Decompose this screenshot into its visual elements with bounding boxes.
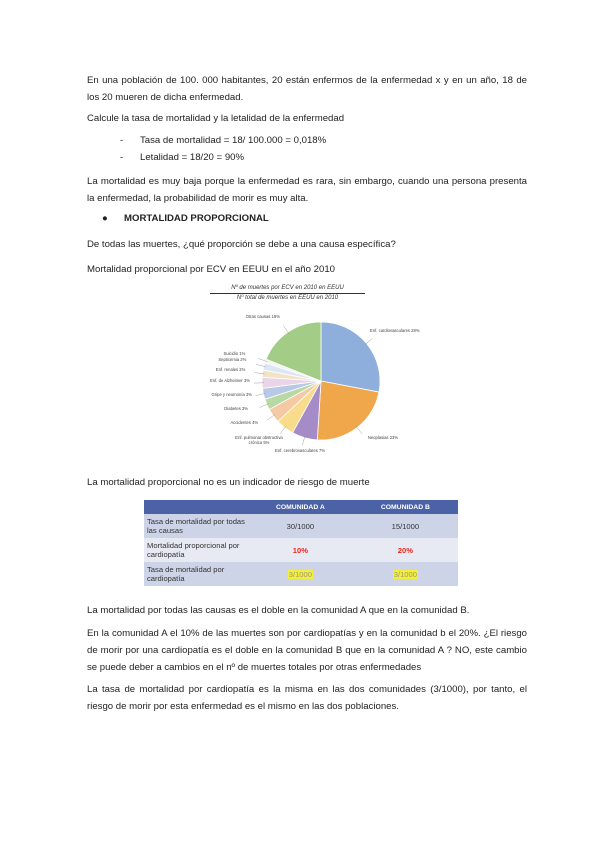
pie-slice-label: Accidentes 4%: [230, 420, 259, 426]
value-a: 30/1000: [248, 514, 353, 538]
pie-slice-label: Enf. renales 2%: [215, 366, 246, 372]
value-a: [248, 538, 353, 562]
row-label: Tasa de mortalidad por todas las causas: [144, 514, 248, 538]
calc-paragraph: Calcule la tasa de mortalidad y la letalidad de la enfermedad: [87, 113, 345, 124]
chart-title-numerator: Nº de muertes por ECV en 2010 en EEUU: [210, 284, 365, 294]
value-b: [353, 538, 458, 562]
bullet-icon: ●: [102, 213, 108, 224]
row-label: Tasa de mortalidad por cardiopatía: [144, 562, 248, 586]
table-row: [144, 514, 458, 538]
formula-dash: -: [120, 152, 124, 163]
section-title: MORTALIDAD PROPORCIONAL: [124, 213, 269, 224]
table-row: [144, 562, 458, 586]
table-header-a: COMUNIDAD A: [248, 500, 353, 514]
pie-slice-label: Neoplasias 23%: [367, 435, 399, 441]
formula-text: Tasa de mortalidad = 18/ 100.000 = 0,018%: [140, 135, 327, 146]
row-label: Mortalidad proporcional por cardiopatía: [144, 538, 248, 562]
pie-slice-label: Otras causas 19%: [245, 313, 280, 319]
formula-dash: -: [120, 135, 124, 146]
formula-text: Letalidad = 18/20 = 90%: [140, 152, 245, 163]
comparison-table: [144, 500, 458, 586]
pie-slice-label: Enf. pulmonar obstructiva crónica 5%: [235, 435, 283, 446]
pie-slice-label: Septicemia 2%: [218, 357, 247, 363]
not-indicator-paragraph: La mortalidad proporcional no es un indicador de riesgo de muerte: [87, 477, 370, 488]
value-b-highlight: 3/1000: [393, 569, 417, 579]
pie-leader-line: [283, 326, 289, 334]
value-b: [353, 562, 458, 586]
value-a-highlight: 10%: [292, 545, 308, 555]
chart-title-denominator: Nº total de muertes en EEUU en 2010: [236, 295, 339, 301]
pie-slice-label: Enf. cerebrovasculares 7%: [275, 448, 326, 454]
double-paragraph: La mortalidad por todas las causas es el doble en la comunidad A que en la comunidad B.: [87, 605, 470, 616]
table-header-b: COMUNIDAD B: [353, 500, 458, 514]
pie-chart: [0, 300, 600, 460]
pie-leader-line: [280, 426, 286, 434]
table-row: [144, 538, 458, 562]
pie-slice-label: Enf. de Alzheimer 3%: [210, 378, 251, 384]
table-header-empty: [144, 500, 248, 514]
table-header-row: [144, 500, 458, 514]
value-a: [248, 562, 353, 586]
rare-paragraph: La mortalidad es muy baja porque la enfermedad es rara, sin embargo, cuando una persona presenta la enfermedad, la probabilidad de morir es muy alta.: [87, 176, 527, 204]
cardio-paragraph: En la comunidad A el 10% de las muertes son por cardiopatías y en la comunidad b el 20%. ¿El riesgo de morir por una cardiopatía es el doble en la comunidad B que en la comunidad A ? NO, este cambio se puede deber a cambios en el nº de muertes totales por otras enfermedades: [87, 628, 527, 673]
pie-slice-label: Enf. cardiovasculares 28%: [369, 328, 420, 334]
chart-caption: Mortalidad proporcional por ECV en EEUU en el año 2010: [87, 264, 335, 275]
pie-leader-line: [365, 338, 373, 344]
value-a-highlight: 3/1000: [288, 569, 312, 579]
value-b: 15/1000: [353, 514, 458, 538]
pie-slice-label: Gripe y neumonía 3%: [211, 392, 253, 398]
question-paragraph: De todas las muertes, ¿qué proporción se debe a una causa específica?: [87, 239, 396, 250]
pie-slice-label: Diabetes 3%: [224, 405, 249, 411]
pie-slice-label: Suicidio 1%: [223, 350, 246, 356]
intro-paragraph: En una población de 100. 000 habitantes, 20 están enfermos de la enfermedad x y en un año, 18 de los 20 mueren de dicha enfermedad.: [87, 75, 527, 103]
value-b-highlight: 20%: [397, 545, 413, 555]
pie-leader-line: [356, 426, 362, 434]
same-paragraph: La tasa de mortalidad por cardiopatía es la misma en las dos comunidades (3/1000), por tanto, el riesgo de morir por esta enfermedad es el mismo en las dos poblaciones.: [87, 684, 527, 712]
